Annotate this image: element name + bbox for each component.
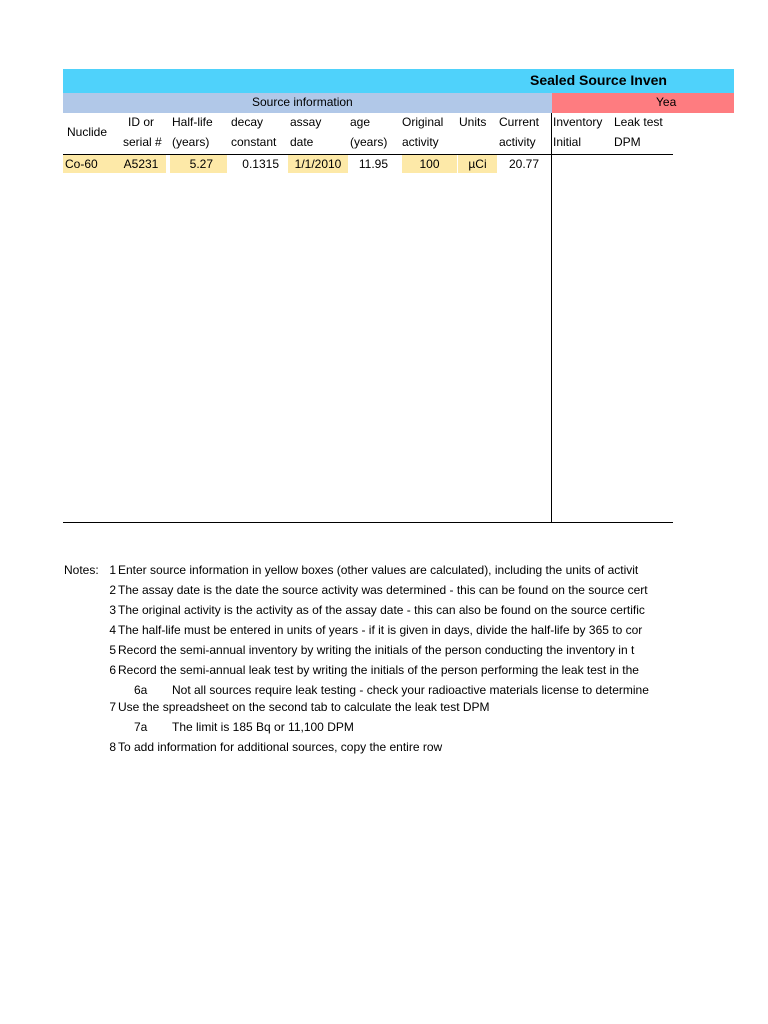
- note-text: The limit is 185 Bq or 11,100 DPM: [172, 720, 354, 734]
- note-number: 1: [109, 563, 116, 577]
- header-units: Units: [459, 115, 487, 129]
- sheet-title: Sealed Source Inven: [530, 72, 667, 88]
- header-leak-line2: DPM: [614, 135, 641, 149]
- cell-nuclide[interactable]: Co-60: [63, 155, 118, 173]
- cell-original-activity[interactable]: 100: [402, 155, 457, 173]
- note-text: The original activity is the activity as of the assay date - this can also be found on the source certific: [118, 603, 645, 617]
- year-section-bar: [552, 93, 734, 113]
- cell-decay-constant: 0.1315: [242, 157, 279, 171]
- header-half-life-line1: Half-life: [172, 115, 213, 129]
- notes-label: Notes:: [64, 563, 99, 577]
- header-nuclide: Nuclide: [67, 125, 108, 139]
- note-text: Enter source information in yellow boxes (other values are calculated), including the units of activit: [118, 563, 639, 577]
- year-section-label: Yea: [656, 95, 677, 109]
- header-id-line2: serial #: [123, 135, 162, 149]
- header-decay-line1: decay: [231, 115, 264, 129]
- header-age-line1: age: [350, 115, 371, 129]
- note-number: 8: [109, 740, 116, 754]
- header-original-line1: Original: [402, 115, 444, 129]
- note-number: 3: [109, 603, 116, 617]
- note-text: To add information for additional sources, copy the entire row: [118, 740, 443, 754]
- note-text: The half-life must be entered in units of years - if it is given in days, divide the half-life by 365 to cor: [118, 623, 643, 637]
- cell-age: 11.95: [358, 157, 388, 171]
- note-number: 5: [109, 643, 116, 657]
- cell-current-activity: 20.77: [508, 157, 539, 171]
- note-number: 6: [109, 663, 116, 677]
- header-id-line1: ID or: [128, 115, 155, 129]
- note-number: 2: [109, 583, 116, 597]
- header-assay-line1: assay: [290, 115, 322, 129]
- note-number: 7: [109, 700, 116, 714]
- cell-units[interactable]: µCi: [458, 155, 497, 173]
- note-text: The assay date is the date the source activity was determined - this can be found on the source cert: [118, 583, 648, 597]
- header-current-line2: activity: [499, 135, 536, 149]
- note-text: Record the semi-annual leak test by writing the initials of the person performing the leak test in the: [118, 663, 639, 677]
- note-text: Use the spreadsheet on the second tab to calculate the leak test DPM: [118, 700, 490, 714]
- header-current-line1: Current: [499, 115, 540, 129]
- header-original-line2: activity: [402, 135, 439, 149]
- header-assay-line2: date: [290, 135, 314, 149]
- section-divider: [551, 113, 552, 523]
- note-number: 6a: [134, 683, 148, 697]
- header-half-life-line2: (years): [172, 135, 210, 149]
- cell-half-life[interactable]: 5.27: [170, 155, 227, 173]
- note-number: 7a: [134, 720, 148, 734]
- header-inventory-line2: Initial: [553, 135, 582, 149]
- header-age-line2: (years): [350, 135, 388, 149]
- table-bottom-border: [63, 522, 673, 523]
- header-inventory-line1: Inventory: [553, 115, 603, 129]
- source-information-label: Source information: [252, 95, 353, 109]
- header-decay-line2: constant: [231, 135, 277, 149]
- note-text: Record the semi-annual inventory by writing the initials of the person conducting the inventory in t: [118, 643, 635, 657]
- cell-id[interactable]: A5231: [116, 155, 166, 173]
- note-text: Not all sources require leak testing - check your radioactive materials license to determine: [172, 683, 649, 697]
- note-number: 4: [109, 623, 116, 637]
- title-banner: [63, 69, 734, 93]
- cell-assay-date[interactable]: 1/1/2010: [288, 155, 348, 173]
- source-information-bar: [63, 93, 552, 113]
- header-leak-line1: Leak test: [614, 115, 663, 129]
